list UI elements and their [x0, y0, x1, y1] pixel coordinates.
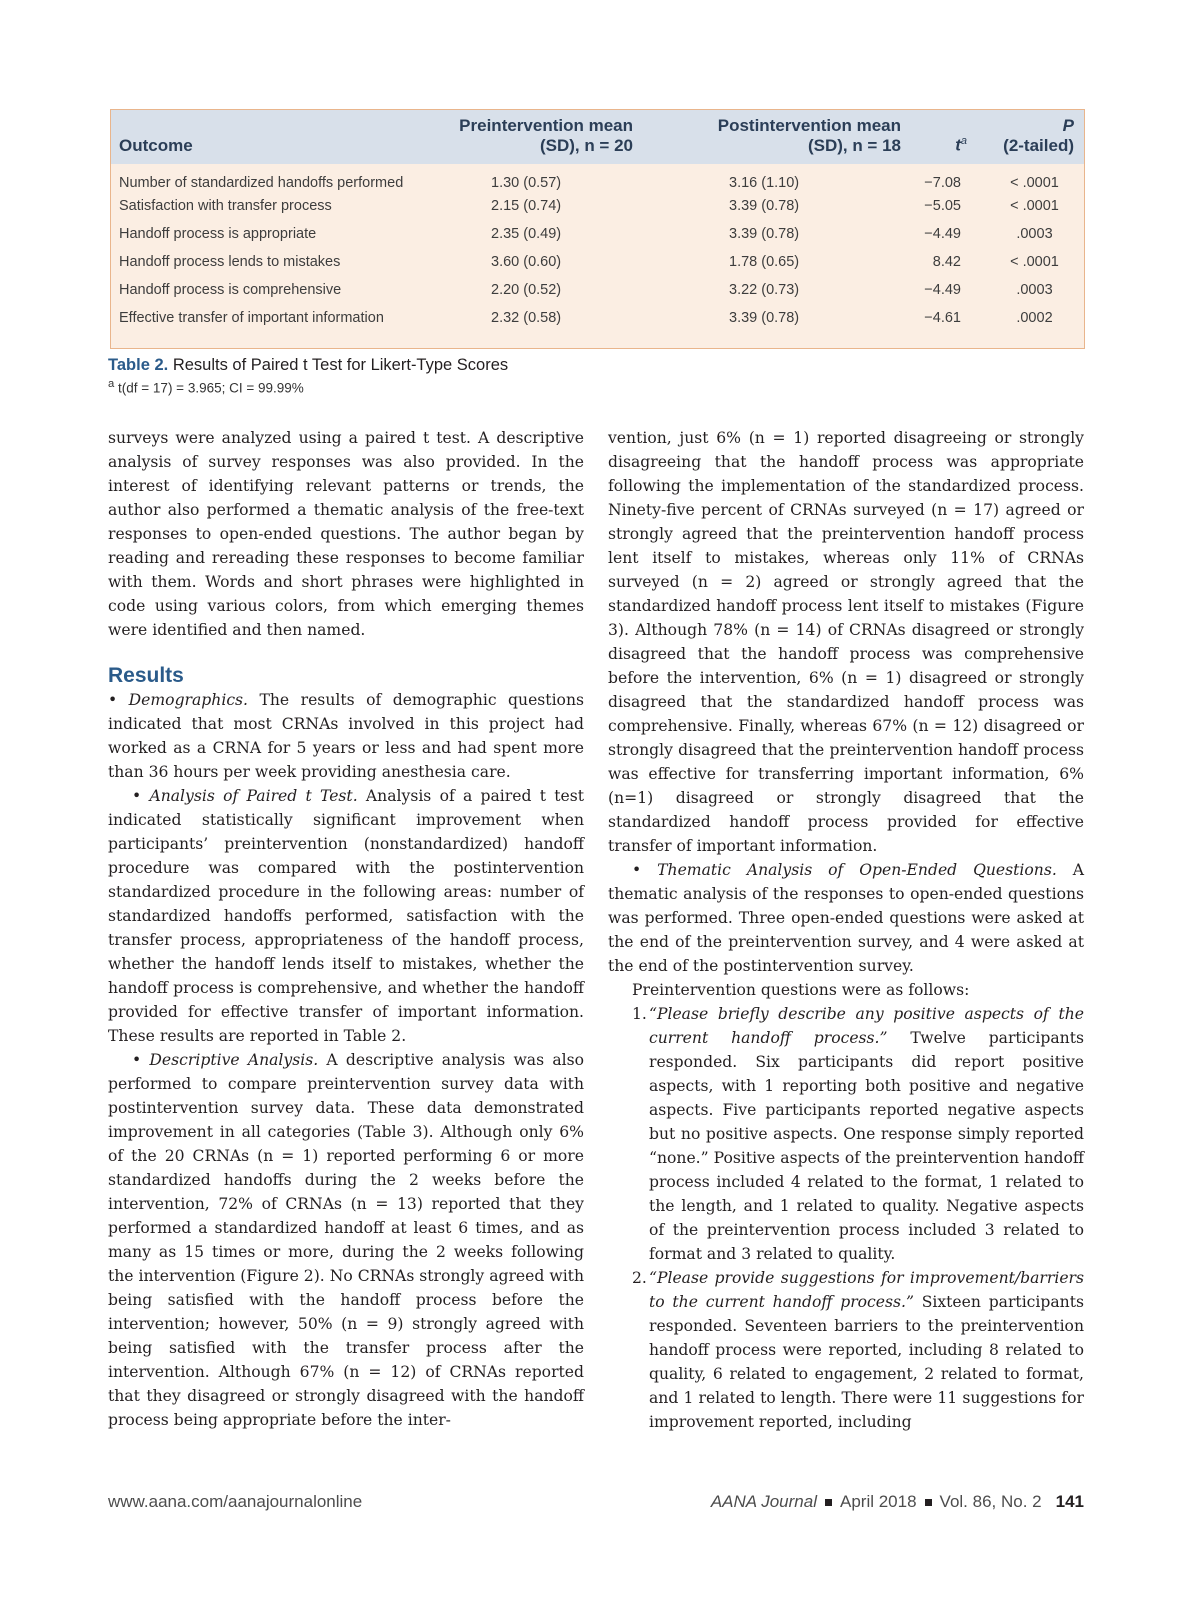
- table-row: [111, 220, 1084, 248]
- header-postintervention: Postintervention mean (SD), n = 18: [717, 116, 901, 155]
- question-list: [608, 1002, 1084, 1434]
- cell-pre: 2.32 (0.58): [491, 310, 562, 326]
- header-outcome: Outcome: [119, 136, 193, 155]
- cell-t: −4.49: [924, 226, 961, 242]
- left-column: [108, 426, 584, 1432]
- cell-t: 8.42: [932, 254, 961, 270]
- table-caption-label: Table 2.: [108, 356, 169, 374]
- list-item: 2. “Please provide suggestions for improvement/barriers to the current handoff process.” Sixteen participants responded. Seventeen barriers to the preintervention handoff process were reported, including 8 related to quality, 6 related to engagement, 2 related to format, and 1 related to length. There were 11 suggestions for improvement reported, including: [608, 1266, 1084, 1434]
- cell-post: 3.39 (0.78): [729, 226, 800, 242]
- footnote-text: t(df = 17) = 3.965; CI = 99.99%: [118, 380, 304, 396]
- paired-t-test-table: [111, 110, 1084, 332]
- methods-paragraph: surveys were analyzed using a paired t test. A descriptive analysis of survey responses was also provided. In the interest of identifying relevant patterns or trends, the author also performed a thematic analysis of the free-text responses to open-ended questions. The author began by reading and rereading these responses to become familiar with them. Words and short phrases were highlighted in code using various colors, from which emerging themes were identified and then named.: [108, 429, 584, 639]
- cell-p: .0002: [1016, 310, 1053, 326]
- footer-url[interactable]: www.aana.com/aanajournalonline: [108, 1492, 363, 1511]
- header-t: $t^a$: [955, 135, 967, 155]
- cell-pre: 1.30 (0.57): [491, 175, 562, 191]
- cell-p: < .0001: [1010, 198, 1059, 214]
- cell-outcome: Handoff process is appropriate: [119, 226, 317, 242]
- cell-p: .0003: [1016, 282, 1053, 298]
- cell-post: 3.39 (0.78): [729, 198, 800, 214]
- cell-outcome: Handoff process is comprehensive: [119, 282, 342, 298]
- cell-t: −7.08: [924, 175, 961, 191]
- cell-outcome: Satisfaction with transfer process: [119, 198, 332, 214]
- cell-post: 1.78 (0.65): [729, 254, 800, 270]
- table-row: [111, 248, 1084, 276]
- cell-pre: 2.20 (0.52): [491, 282, 562, 298]
- demographics-paragraph: • Demographics. The results of demographic questions indicated that most CRNAs involved in this project had worked as a CRNA for 5 years or less and had spent more than 36 hours per week providing anesthesia care.: [108, 691, 584, 781]
- cell-outcome: Effective transfer of important information: [119, 310, 384, 326]
- cell-post: 3.16 (1.10): [729, 175, 800, 191]
- header-p-value: P (2-tailed): [1003, 116, 1074, 155]
- footer-journal: AANA Journal: [710, 1492, 817, 1511]
- cell-post: 3.39 (0.78): [729, 310, 800, 326]
- table-header-row: [111, 110, 1084, 164]
- cell-pre: 3.60 (0.60): [491, 254, 562, 270]
- table-row: [111, 192, 1084, 220]
- footer-citation: [711, 1492, 1084, 1512]
- thematic-analysis-paragraph: • Thematic Analysis of Open-Ended Questions. A thematic analysis of the responses to open-ended questions was performed. Three open-ended questions were asked at the end of the preintervention survey, and 4 were asked at the end of the postintervention survey.: [608, 861, 1085, 975]
- cell-t: −4.61: [924, 310, 961, 326]
- cell-t: −5.05: [924, 198, 961, 214]
- descriptive-analysis-paragraph: • Descriptive Analysis. A descriptive analysis was also performed to compare preintervention survey data with postintervention survey data. These data demonstrated improvement in all categories (Table 3). Although only 6% of the 20 CRNAs (n = 1) reported performing 6 or more standardized handoffs during the 2 weeks before the intervention, 72% of CRNAs (n = 13) reported that they performed a standardized handoff at least 6 times, and as many as 15 times or more, during the 2 weeks following the intervention (Figure 2). No CRNAs strongly agreed with being satisfied with the handoff process before the intervention; however, 50% (n = 9) strongly agreed with being satisfied with the transfer process after the intervention. Although 67% (n = 12) of CRNAs reported that they disagreed or strongly disagreed with the handoff process being appropriate before the inter-: [108, 1051, 584, 1429]
- paired-t-test-paragraph: • Analysis of Paired t Test. Analysis of a paired t test indicated statistically significant improvement when participants’ preintervention (nonstandardized) handoff procedure was compared with the postintervention standardized procedure in the following areas: number of standardized handoffs performed, satisfaction with the transfer process, appropriateness of the handoff process, whether the handoff lends itself to mistakes, whether the handoff process is comprehensive, and whether the handoff provided for effective transfer of important information. These results are reported in Table 2.: [108, 787, 584, 1045]
- cell-t: −4.49: [924, 282, 961, 298]
- results-heading: Results: [108, 664, 184, 687]
- demographics-subhead: • Demographics.: [108, 691, 249, 709]
- cell-post: 3.22 (0.73): [729, 282, 800, 298]
- page-number: 141: [1055, 1492, 1084, 1511]
- table-row: [111, 276, 1084, 304]
- table-row: [111, 164, 1084, 192]
- cell-outcome: Number of standardized handoffs performed: [119, 175, 404, 191]
- footer-separator-icon: [825, 1499, 832, 1506]
- cell-outcome: Handoff process lends to mistakes: [119, 254, 341, 270]
- list-item-number: 1.: [632, 1005, 647, 1023]
- results-table: [110, 109, 1085, 349]
- descriptive-continued-paragraph: vention, just 6% (n = 1) reported disagreeing or strongly disagreeing that the handoff process was appropriate following the implementation of the standardized process. Ninety-five percent of CRNAs surveyed (n = 17) agreed or strongly agreed that the preintervention handoff process lent itself to mistakes, whereas only 11% of CRNAs surveyed (n = 2) agreed or strongly agreed that the standardized handoff process lent itself to mistakes (Figure 3). Although 78% (n = 14) of CRNAs disagreed or strongly disagreed that the handoff process was comprehensive before the intervention, 6% (n = 1) disagreed or strongly disagreed that the standardized handoff process was comprehensive. Finally, whereas 67% (n = 12) disagreed or strongly disagreed that the preintervention handoff process was effective for transferring important information, 6% (n=1) disagreed or strongly disagreed that the standardized handoff process provided for effective transfer of important information.: [608, 429, 1084, 855]
- table-caption: [108, 356, 508, 375]
- question-quote: “Please briefly describe any positive aspects of the current handoff process.”: [649, 1005, 1084, 1047]
- table-row: [111, 304, 1084, 332]
- footnote-marker: a: [108, 378, 115, 390]
- table-caption-text: Results of Paired t Test for Likert-Type Scores: [172, 356, 509, 374]
- cell-pre: 2.35 (0.49): [491, 226, 562, 242]
- cell-p: < .0001: [1010, 254, 1059, 270]
- descriptive-analysis-subhead: • Descriptive Analysis.: [132, 1051, 319, 1069]
- question-quote: “Please provide suggestions for improvement/barriers to the current handoff process.”: [649, 1269, 1084, 1311]
- footer-separator-icon: [925, 1499, 932, 1506]
- footer-volume: Vol. 86, No. 2: [939, 1492, 1042, 1511]
- right-column: [608, 426, 1084, 1434]
- preintervention-questions-intro: Preintervention questions were as follows:: [632, 981, 970, 999]
- list-item: 1. “Please briefly describe any positive aspects of the current handoff process.” Twelve participants responded. Six participants did report positive aspects, with 1 reporting both positive and negative aspects. Five participants reported negative aspects but no positive aspects. One response simply reported “none.” Positive aspects of the preintervention handoff process included 4 related to the format, 1 related to the length, and 1 related to quality. Negative aspects of the preintervention process included 3 related to format and 3 related to quality.: [608, 1002, 1084, 1266]
- cell-pre: 2.15 (0.74): [491, 198, 562, 214]
- header-preintervention: Preintervention mean (SD), n = 20: [459, 116, 633, 155]
- list-item-number: 2.: [632, 1269, 647, 1287]
- paired-t-test-subhead: • Analysis of Paired t Test.: [132, 787, 358, 805]
- cell-p: < .0001: [1010, 175, 1059, 191]
- cell-p: .0003: [1016, 226, 1053, 242]
- table-footnote: [108, 378, 304, 396]
- footer-date: April 2018: [839, 1492, 917, 1511]
- thematic-analysis-subhead: • Thematic Analysis of Open-Ended Questions.: [632, 861, 1057, 879]
